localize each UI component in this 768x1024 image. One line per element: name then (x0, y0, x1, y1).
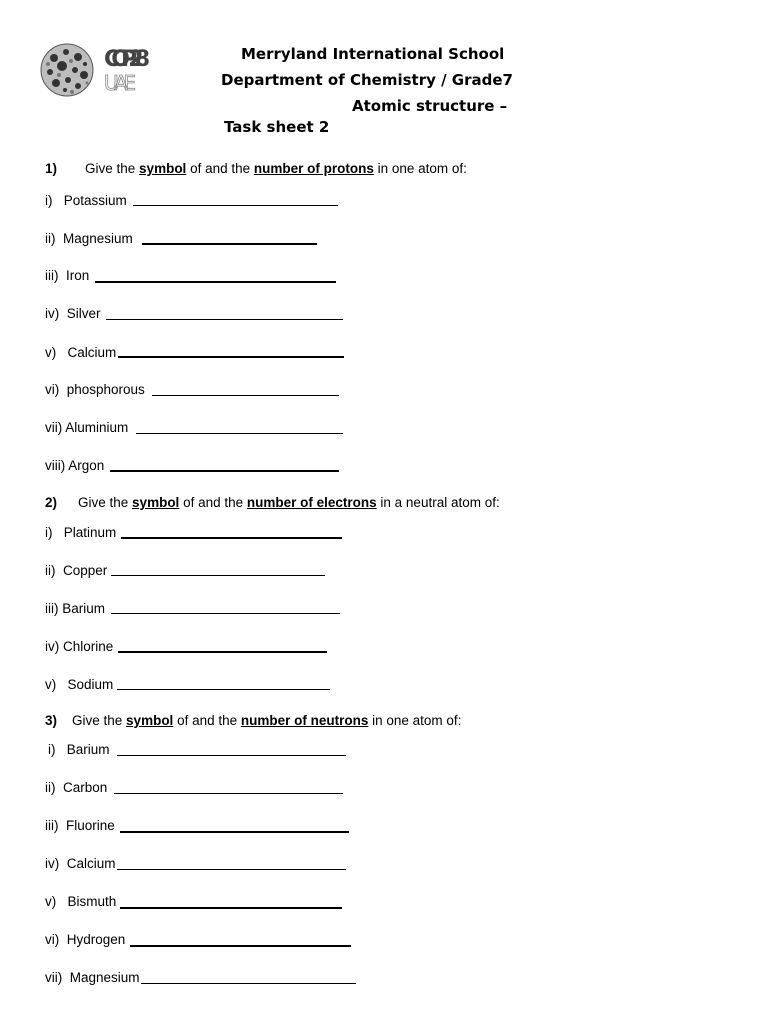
q1-item-aluminium: vii) Aluminium (45, 420, 129, 435)
q1-item-phosphorous: vi) phosphorous (45, 382, 145, 397)
answer-line[interactable] (117, 689, 330, 690)
keyword-electrons: number of electrons (246, 495, 377, 510)
question-3: 3) Give the symbol of and the number of neutrons in one atom of: (45, 713, 462, 728)
svg-text:COP28: COP28 (104, 47, 150, 72)
keyword-symbol: symbol (132, 495, 180, 510)
answer-line[interactable] (121, 537, 342, 539)
answer-line[interactable] (118, 356, 344, 358)
keyword-symbol: symbol (139, 161, 187, 176)
q2-item-platinum: i) Platinum (45, 525, 117, 540)
question-2: 2) Give the symbol of and the number of electrons in a neutral atom of: (45, 495, 500, 510)
cop28-uae-logo (104, 40, 152, 96)
q3-item-magnesium: vii) Magnesium (45, 970, 140, 985)
q3-item-barium: i) Barium (48, 742, 110, 757)
q3-item-bismuth: v) Bismuth (45, 894, 117, 909)
answer-line[interactable] (118, 651, 327, 653)
svg-text:UAE: UAE (104, 71, 136, 95)
q1-item-argon: viii) Argon (45, 458, 105, 473)
question-1: 1) Give the symbol of and the number of protons in one atom of: (45, 161, 467, 176)
q1-item-potassium: i) Potassium (45, 193, 127, 208)
answer-line[interactable] (120, 907, 342, 909)
answer-line[interactable] (133, 205, 338, 206)
cop28-globe-emblem-icon (40, 42, 94, 98)
q3-item-fluorine: iii) Fluorine (45, 818, 115, 833)
keyword-protons: number of protons (253, 161, 374, 176)
answer-line[interactable] (117, 869, 346, 870)
q1-item-calcium: v) Calcium (45, 345, 117, 360)
question-number: 3) (45, 713, 58, 728)
question-number: 1) (45, 161, 58, 176)
answer-line[interactable] (110, 470, 339, 472)
answer-line[interactable] (95, 281, 336, 283)
question-number: 2) (45, 495, 58, 510)
answer-line[interactable] (106, 319, 343, 320)
answer-line[interactable] (142, 243, 317, 245)
school-name: Merryland International School (241, 45, 505, 63)
q3-item-carbon: ii) Carbon (45, 780, 108, 795)
answer-line[interactable] (117, 755, 346, 756)
task-sheet-title: Task sheet 2 (224, 118, 330, 136)
answer-line[interactable] (152, 395, 339, 396)
answer-line[interactable] (114, 793, 343, 794)
topic-title: Atomic structure – (352, 97, 508, 115)
answer-line[interactable] (111, 575, 325, 576)
q2-item-chlorine: iv) Chlorine (45, 639, 114, 654)
q3-item-hydrogen: vi) Hydrogen (45, 932, 126, 947)
q2-item-copper: ii) Copper (45, 563, 108, 578)
q1-item-magnesium: ii) Magnesium (45, 231, 133, 246)
q3-item-calcium: iv) Calcium (45, 856, 116, 871)
answer-line[interactable] (111, 613, 340, 614)
answer-line[interactable] (141, 983, 356, 984)
q2-item-sodium: v) Sodium (45, 677, 114, 692)
q1-item-iron: iii) Iron (45, 268, 90, 283)
answer-line[interactable] (120, 831, 349, 833)
q1-item-silver: iv) Silver (45, 306, 101, 321)
answer-line[interactable] (130, 945, 351, 947)
q2-item-barium: iii) Barium (45, 601, 106, 616)
keyword-neutrons: number of neutrons (240, 713, 369, 728)
department-title: Department of Chemistry / Grade7 (221, 71, 513, 89)
keyword-symbol: symbol (126, 713, 174, 728)
answer-line[interactable] (136, 433, 343, 434)
